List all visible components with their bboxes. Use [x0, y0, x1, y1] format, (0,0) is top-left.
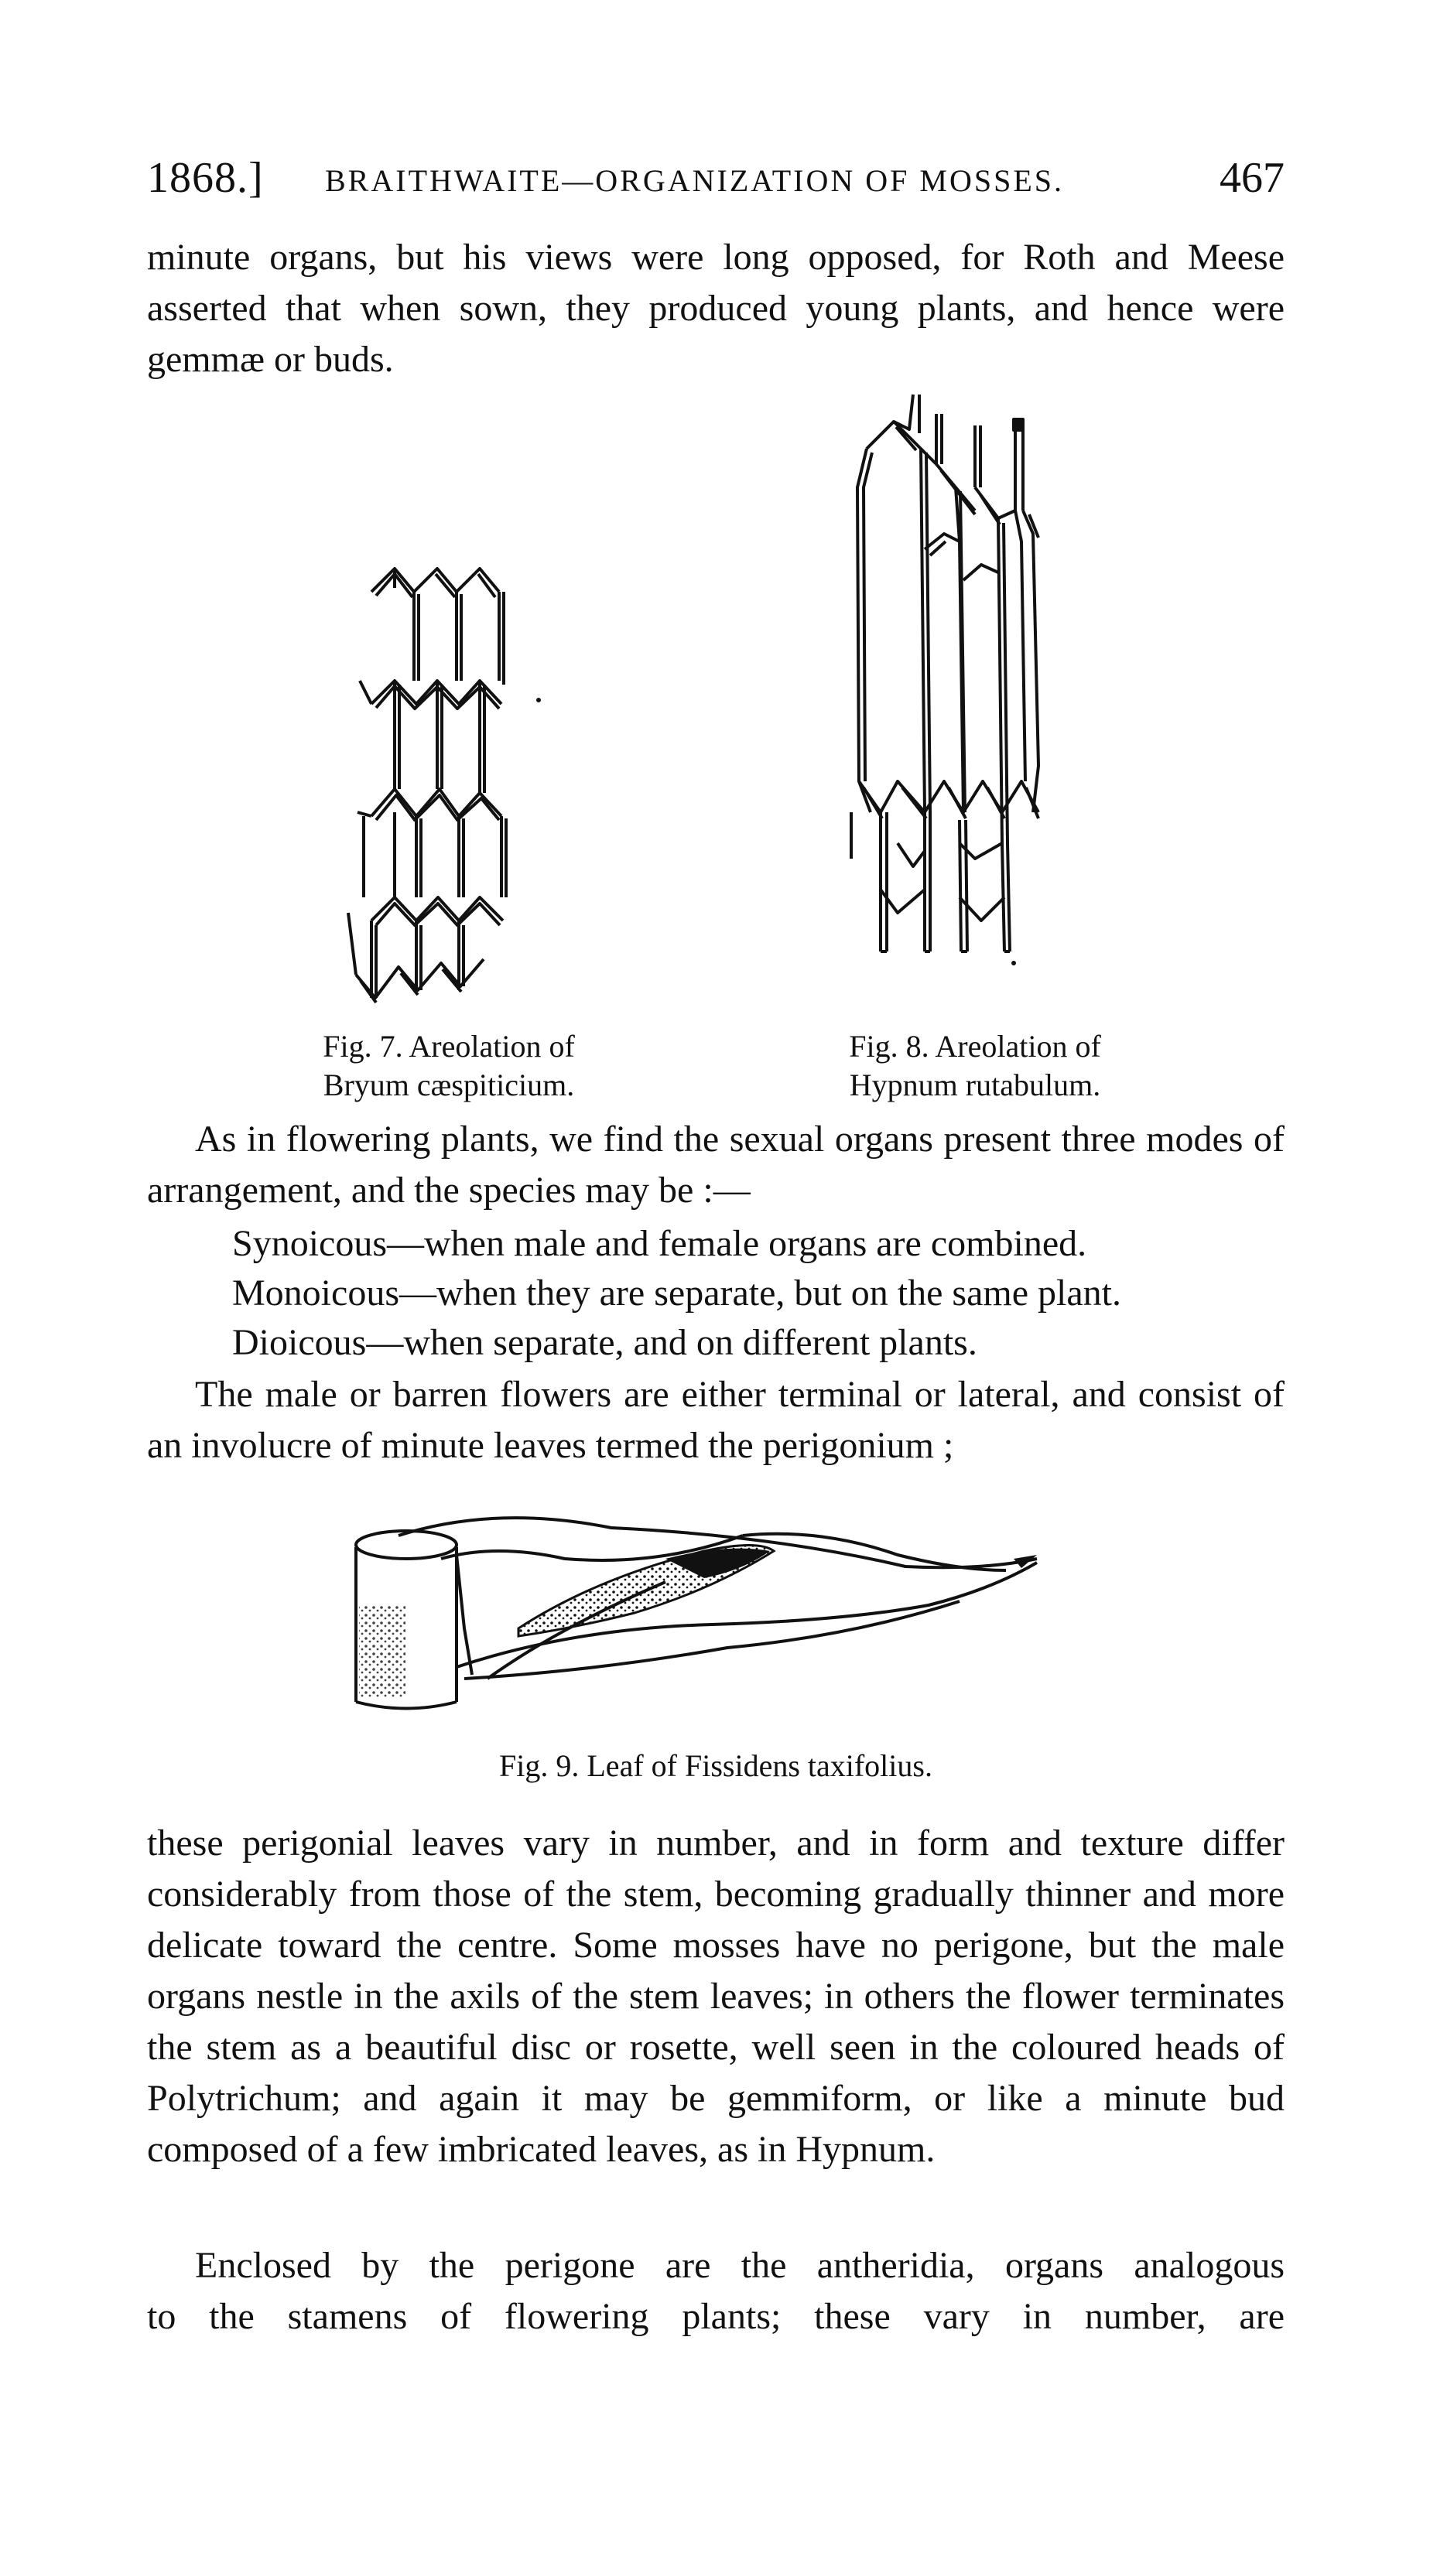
figure-8-illustration	[836, 379, 1083, 1013]
paragraph-5-line-1: Enclosed by the perigone are the antheridia, organs analogous	[195, 2245, 1285, 2286]
figure-9-illustration	[340, 1512, 1052, 1721]
figure-7-caption-line1: Fig. 7. Areolation of	[323, 1029, 575, 1064]
figure-7-illustration	[340, 557, 580, 1006]
figure-8-caption-line2: Hypnum rutabulum.	[849, 1068, 1101, 1102]
list-item-dioicous: Dioicous—when separate, and on different plants.	[232, 1322, 977, 1363]
header-year: 1868.]	[147, 154, 264, 202]
paragraph-5-line-2: to the stamens of flowering plants; these vary in number, are	[147, 2296, 1285, 2337]
header-running-title: BRAITHWAITE—ORGANIZATION OF MOSSES.	[325, 163, 1064, 198]
figure-8-caption-line1: Fig. 8. Areolation of	[849, 1029, 1101, 1064]
list-item-synoicous: Synoicous—when male and female organs are combined.	[232, 1223, 1087, 1264]
paragraph-3: The male or barren flowers are either terminal or lateral, and consist of an involucre of minute leaves termed the perigonium ;	[147, 1374, 1285, 1466]
paragraph-1: minute organs, but his views were long opposed, for Roth and Meese asserted that when sown, they produced young plants, and hence were gemmæ or buds.	[147, 237, 1285, 380]
paragraph-4: these perigonial leaves vary in number, and in form and texture differ considerably from those of the stem, becoming gradually thinner and more delicate toward the centre. Some mosses have no perigone, but the male organs nestle in the axils of the stem leaves; in others the flower terminates the stem as a beautiful disc or rosette, well seen in the coloured heads of Polytrichum; and again it may be gemmiform, or like a minute bud composed of a few imbricated leaves, as in Hypnum.	[147, 1823, 1285, 2170]
paragraph-2: As in flowering plants, we find the sexual organs present three modes of arrangement, and the species may be :—	[147, 1119, 1285, 1211]
list-item-monoicous: Monoicous—when they are separate, but on the same plant.	[232, 1273, 1121, 1314]
figure-8-caption	[774, 1027, 1176, 1105]
figure-7-caption-line2: Bryum cæspiticium.	[323, 1068, 575, 1102]
figure-9-caption: Fig. 9. Leaf of Fissidens taxifolius.	[499, 1748, 932, 1783]
figure-7-caption	[255, 1027, 642, 1105]
page-number: 467	[1220, 154, 1285, 202]
running-header	[147, 153, 1285, 207]
